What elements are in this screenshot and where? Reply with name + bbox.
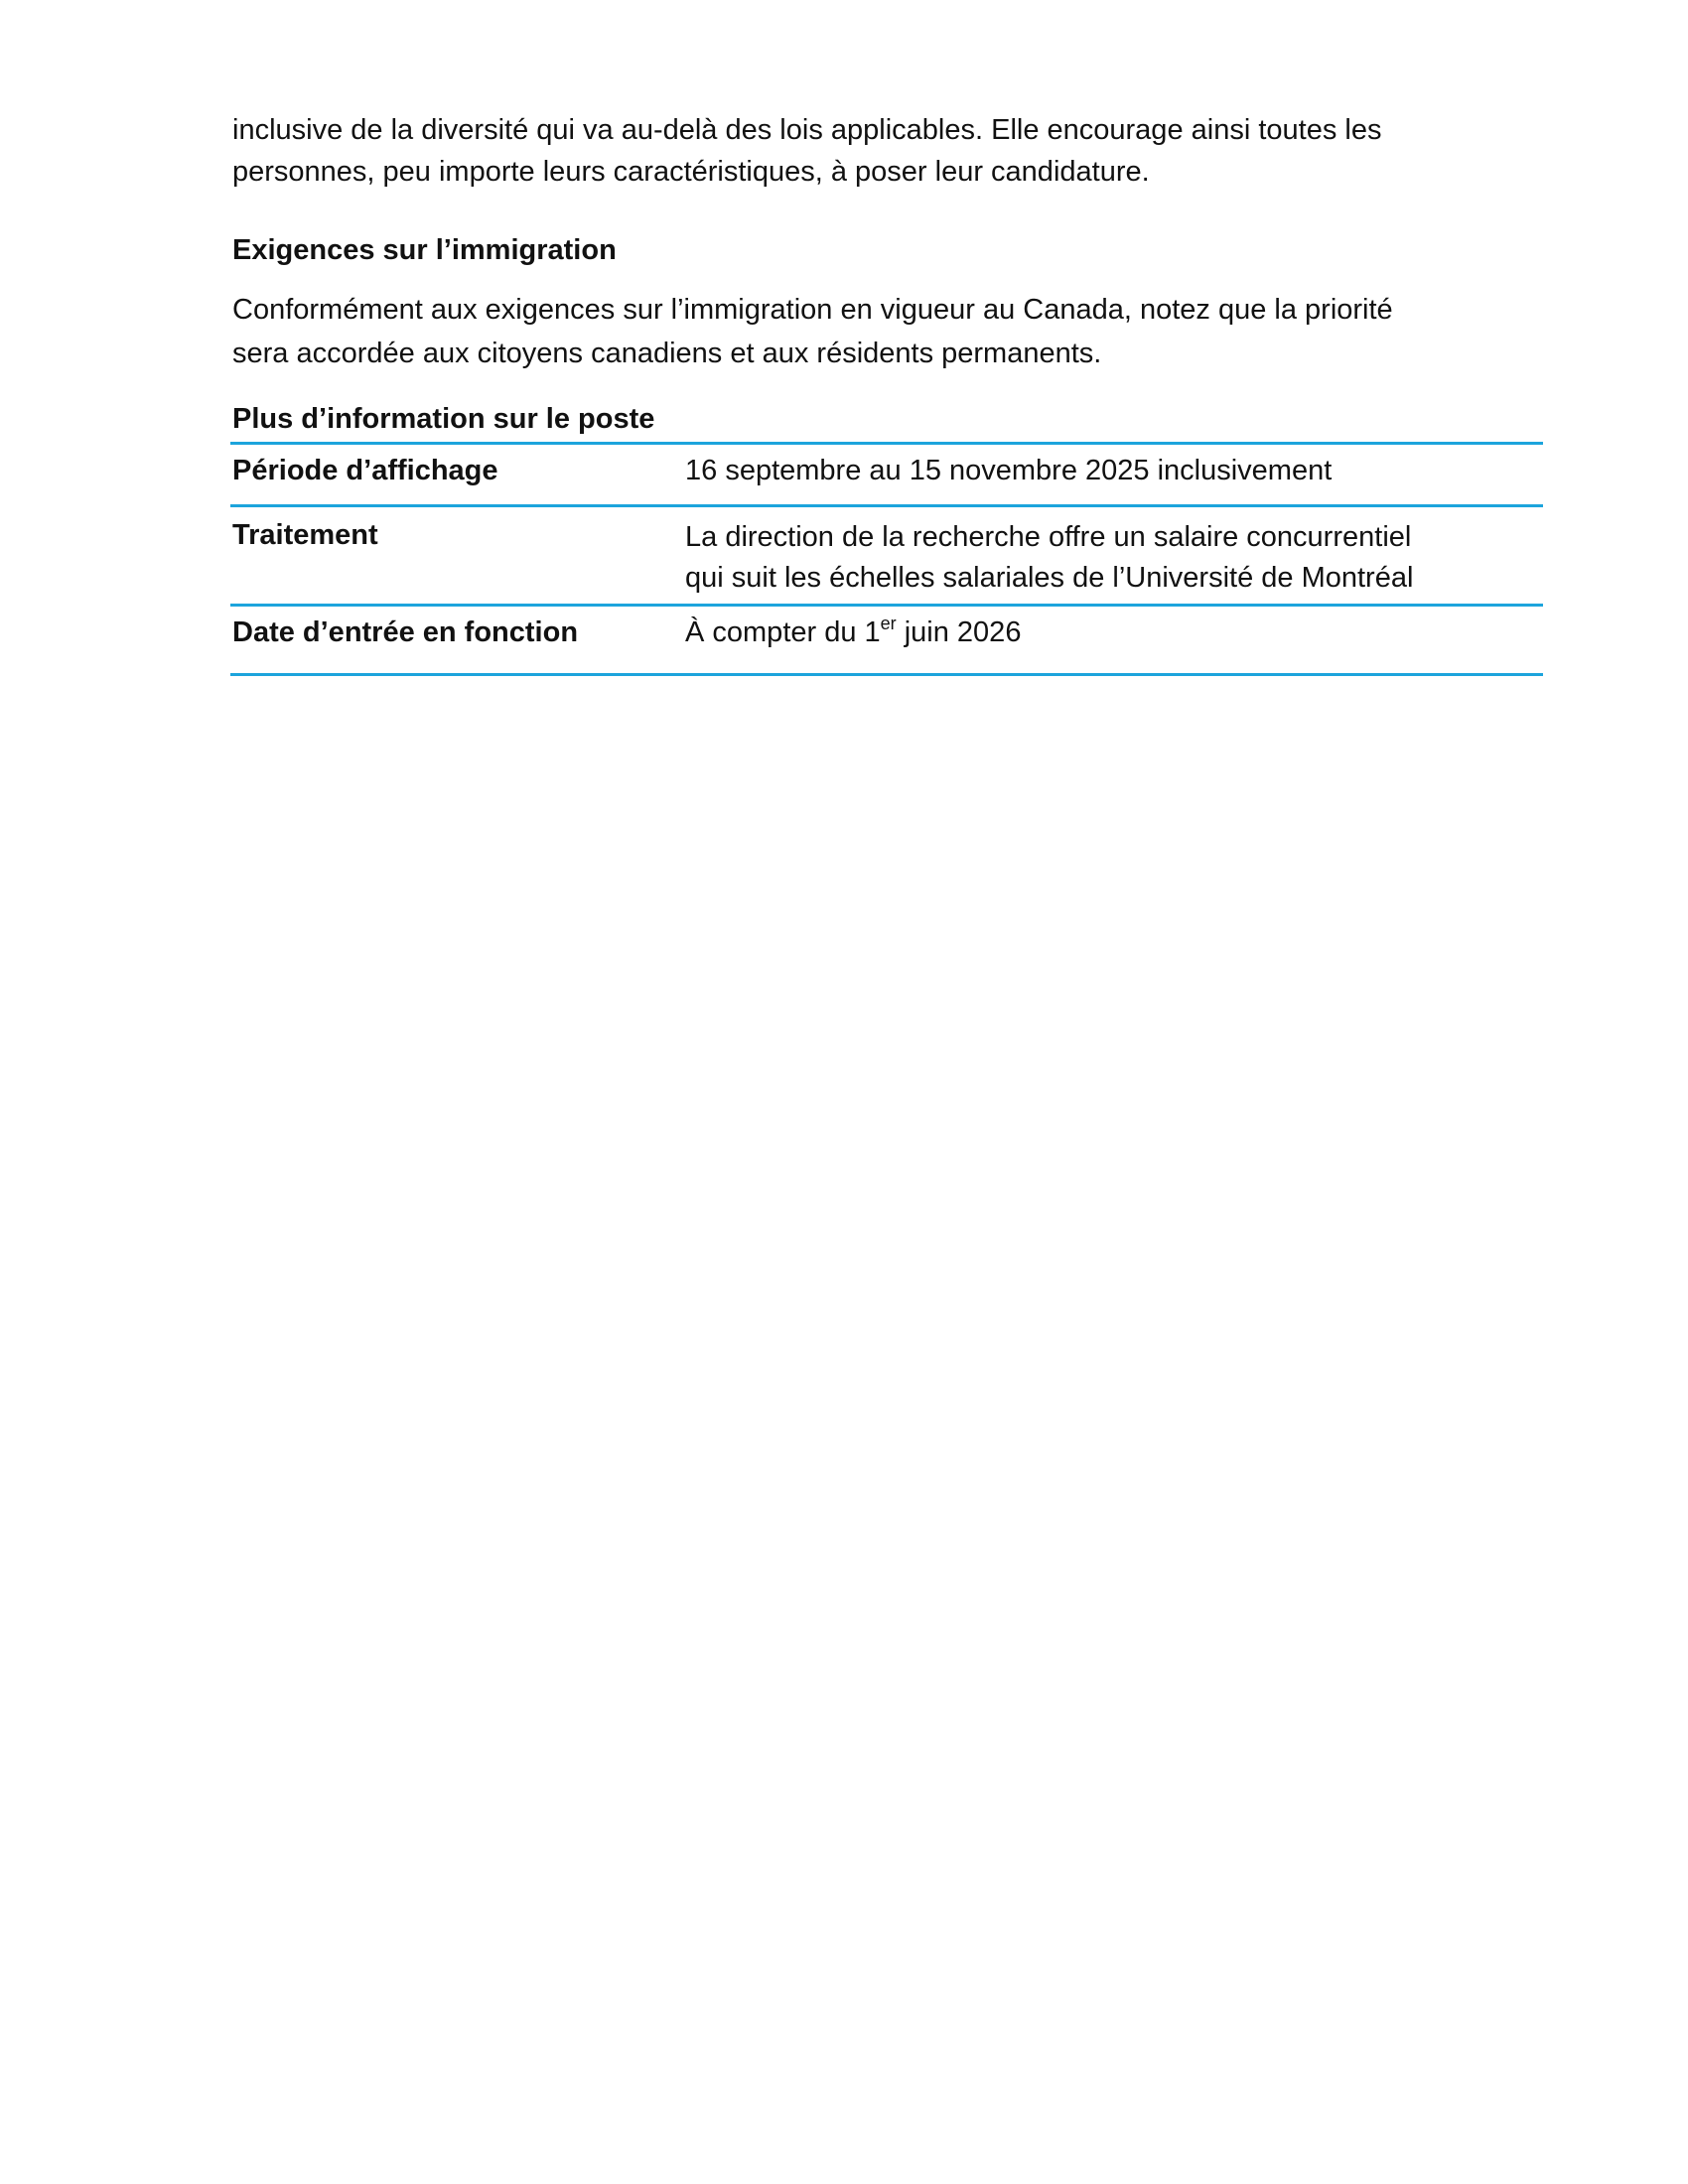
intro-paragraph <box>232 109 1381 193</box>
immigration-line-1: Conformément aux exigences sur l’immigration en vigueur au Canada, notez que la priorité <box>232 294 1393 326</box>
table-row <box>230 506 1543 606</box>
immigration-line-2: sera accordée aux citoyens canadiens et aux résidents permanents. <box>232 338 1102 369</box>
table-row <box>230 606 1543 675</box>
traitement-line-1: La direction de la recherche offre un salaire concurrentiel <box>685 521 1412 553</box>
table-row <box>230 444 1543 506</box>
traitement-line-2: qui suit les échelles salariales de l’Université de Montréal <box>685 562 1414 594</box>
immigration-heading: Exigences sur l’immigration <box>232 234 617 266</box>
info-table <box>230 442 1543 676</box>
row-label-periode: Période d’affichage <box>230 444 685 506</box>
info-heading: Plus d’information sur le poste <box>232 403 655 435</box>
immigration-paragraph <box>232 288 1393 375</box>
intro-line-1: inclusive de la diversité qui va au-delà des lois applicables. Elle encourage ainsi toutes les <box>232 114 1382 146</box>
date-superscript: er <box>880 614 897 633</box>
row-label-date: Date d’entrée en fonction <box>230 606 685 675</box>
row-value-periode: 16 septembre au 15 novembre 2025 inclusivement <box>685 444 1543 506</box>
row-label-traitement: Traitement <box>230 506 685 606</box>
row-value-traitement <box>685 506 1543 606</box>
intro-line-2: personnes, peu importe leurs caractéristiques, à poser leur candidature. <box>232 156 1150 188</box>
date-prefix: À compter du 1 <box>685 616 881 648</box>
row-value-date <box>685 606 1543 675</box>
date-suffix: juin 2026 <box>896 616 1022 648</box>
